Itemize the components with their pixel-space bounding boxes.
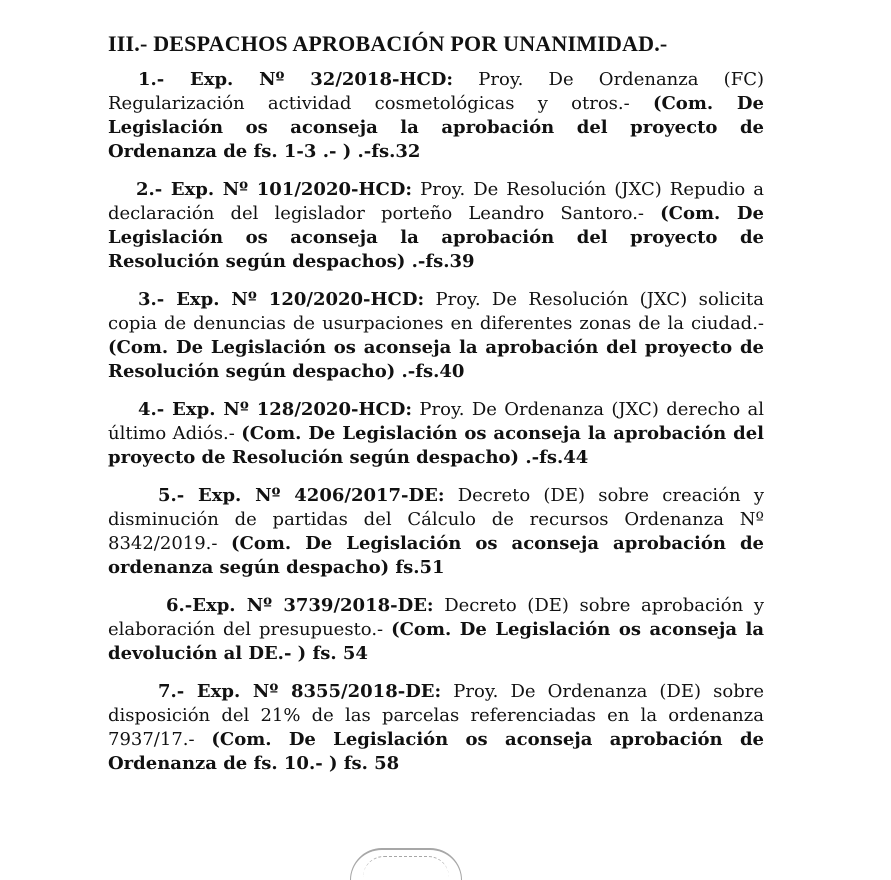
project-description: Proy. De Ordenanza (DE) sobre disposición del 21% de las parcelas referenciadas en la ordenanza 7937/17.- xyxy=(108,681,764,750)
dispatch-item-1 xyxy=(108,68,764,164)
dispatch-item-6 xyxy=(108,594,764,666)
section-title: III.- DESPACHOS APROBACIÓN POR UNANIMIDAD.- xyxy=(108,31,668,56)
dispatch-item-4 xyxy=(108,398,764,470)
committee-recommendation: (Com. De Legislación os aconseja la aprobación del proyecto de Resolución según despacho) .-fs.44 xyxy=(108,423,764,468)
expedient-number: 4.- Exp. Nº 128/2020-HCD: xyxy=(138,399,413,420)
expedient-number: 7.- Exp. Nº 8355/2018-DE: xyxy=(158,681,442,702)
dispatch-item-5 xyxy=(108,484,764,580)
project-description: Proy. De Ordenanza (FC) Regularización actividad cosmetológicas y otros.- xyxy=(108,69,764,114)
project-description: Decreto (DE) sobre aprobación y elaboración del presupuesto.- xyxy=(108,595,765,640)
dispatch-item-7 xyxy=(108,680,764,776)
committee-recommendation: (Com. De Legislación os aconseja la aprobación del proyecto de Ordenanza de fs. 1-3 .- ) .-fs.32 xyxy=(108,93,764,162)
expedient-number: 6.-Exp. Nº 3739/2018-DE: xyxy=(166,595,434,616)
project-description: Proy. De Ordenanza (JXC) derecho al último Adiós.- xyxy=(108,399,764,444)
project-description: Proy. De Resolución (JXC) solicita copia de denuncias de usurpaciones en diferentes zonas de la ciudad.- xyxy=(108,289,764,334)
dispatch-item-3 xyxy=(108,288,764,384)
document-content xyxy=(108,30,764,790)
expedient-number: 2.- Exp. Nº 101/2020-HCD: xyxy=(136,179,413,200)
committee-recommendation: (Com. De Legislación os aconseja la aprobación del proyecto de Resolución según despachos) .-fs.39 xyxy=(108,203,764,272)
committee-recommendation: (Com. De Legislación os aconseja aprobación de ordenanza según despacho) fs.51 xyxy=(108,533,764,578)
project-description: Proy. De Resolución (JXC) Repudio a declaración del legislador porteño Leandro Santoro.- xyxy=(108,179,765,224)
expedient-number: 5.- Exp. Nº 4206/2017-DE: xyxy=(158,485,445,506)
committee-recommendation: (Com. De Legislación os aconseja la devolución al DE.- ) fs. 54 xyxy=(108,619,764,664)
committee-recommendation: (Com. De Legislación os aconseja aprobación de Ordenanza de fs. 10.- ) fs. 58 xyxy=(108,729,764,774)
official-seal-stamp xyxy=(350,848,462,880)
official-seal-inner-ring xyxy=(363,856,449,877)
expedient-number: 1.- Exp. Nº 32/2018-HCD: xyxy=(138,69,454,90)
dispatch-item-2 xyxy=(108,178,764,274)
committee-recommendation: (Com. De Legislación os aconseja la aprobación del proyecto de Resolución según despacho) .-fs.40 xyxy=(108,337,764,382)
expedient-number: 3.- Exp. Nº 120/2020-HCD: xyxy=(138,289,425,310)
project-description: Decreto (DE) sobre creación y disminución de partidas del Cálculo de recursos Ordenanza Nº 8342/2019.- xyxy=(108,485,764,554)
